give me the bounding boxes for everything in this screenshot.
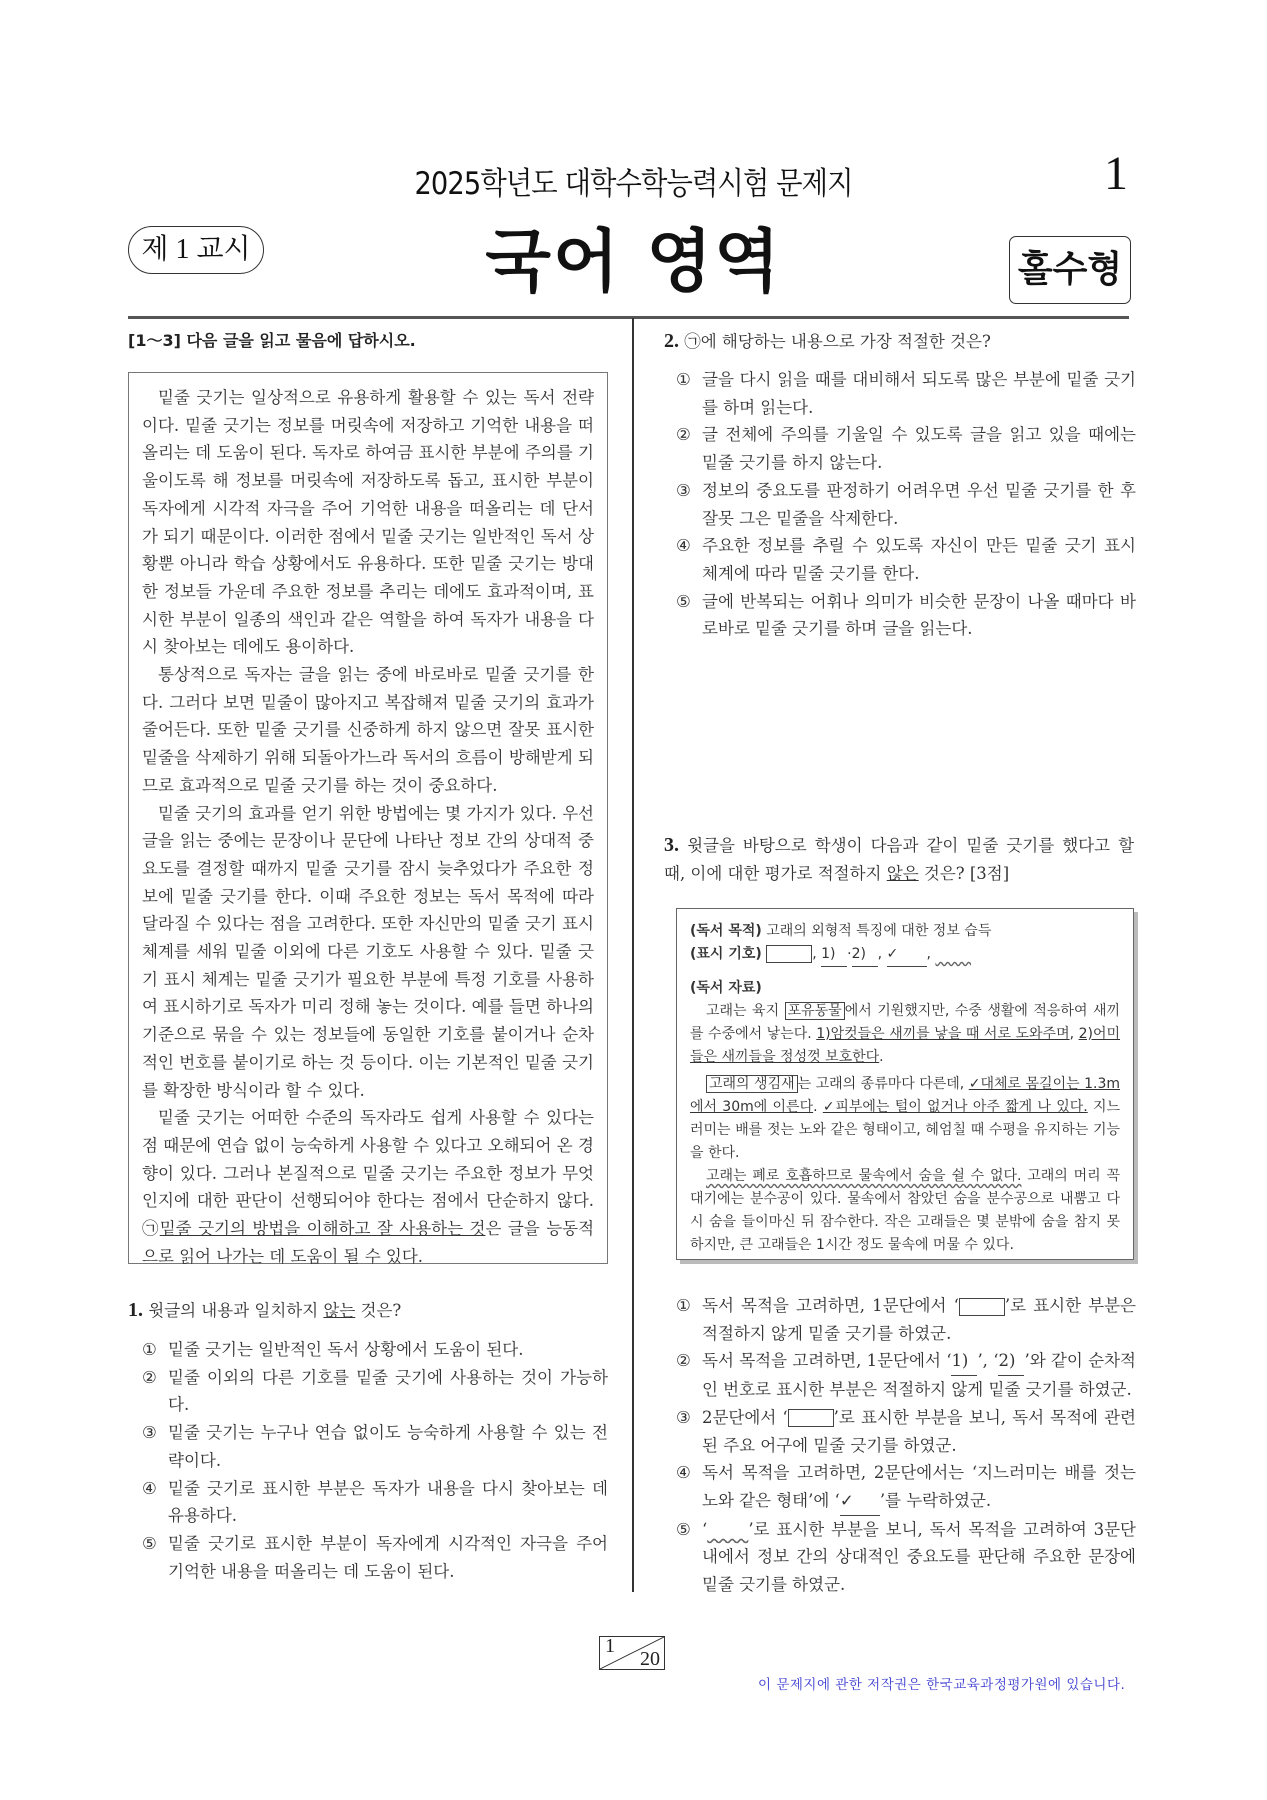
marker-giyeok: ㉠	[142, 1219, 160, 1239]
reading-purpose: (독서 목적) 고래의 외형적 특징에 대한 정보 습득	[690, 923, 992, 939]
material-paragraph-2: 고래의 생김새 는 고래의 종류마다 다른데, ✓대체로 몸길이는 1.3m에서 30m에 이른다. ✓피부에는 털이 없거나 아주 짧게 나 있다. 지느러미는 배를 젓는 노와 같은 형태이고, 헤엄칠 때 수평을 유지하는 기능을 한다.	[690, 1076, 1121, 1161]
answer-option-4[interactable]: ④ 주요한 정보를 추릴 수 있도록 자신이 만든 밑줄 긋기 표시 체계에 따라 밑줄 긋기를 한다.	[676, 536, 1136, 583]
answer-option-4[interactable]: ④ 독서 목적을 고려하면, 2문단에서는 ‘지느러미는 배를 젓는 노와 같은 형태’에 ‘✓ ’를 누락하였군.	[676, 1459, 1136, 1515]
column-divider	[632, 318, 634, 1592]
current-page: 1	[605, 1635, 615, 1657]
numbered-underline-symbol: 1)	[821, 943, 847, 967]
passage-paragraph: 밑줄 긋기는 어떠한 수준의 독자라도 쉽게 사용할 수 있다는 점 때문에 연습 없이 능숙하게 사용할 수 있다고 오해되어 온 경향이 있다. 그러나 본질적으로 밑줄 긋기는 주요한 정보가 무엇인지에 대한 판단이 선행되어야 한다는 점에서 단순하지 않다. ㉠밑줄 긋기의 방법을 이해하고 잘 사용하는 것은 글을 능동적으로 읽어 나가는 데 도움이 될 수 있다.	[142, 1108, 595, 1266]
marking-symbols: (표시 기호) , 1) ·2) , ✓ ,	[690, 943, 1120, 967]
total-pages: 20	[640, 1648, 660, 1670]
question-2-options	[676, 366, 1136, 643]
header-rule	[128, 316, 1129, 319]
question-2	[664, 328, 1134, 356]
answer-option-5[interactable]: ⑤ 밑줄 긋기로 표시한 부분이 독자에게 시각적인 자극을 주어 기억한 내용을 떠올리는 데 도움이 된다.	[142, 1533, 608, 1581]
material-label: (독서 자료)	[690, 980, 762, 996]
material-paragraph-1: 고래는 육지 포유동물 에서 기원했지만, 수중 생활에 적응하여 새끼를 수중에서 낳는다. 1)암컷들은 새끼를 낳을 때 서로 도와주며, 2)어미들은 새끼들을 정성껏 보호한다.	[690, 1003, 1120, 1065]
box-symbol-icon	[959, 1298, 1005, 1316]
box-symbol-icon	[766, 945, 812, 963]
answer-option-1[interactable]: ① 밑줄 긋기는 일반적인 독서 상황에서 도움이 된다.	[142, 1340, 524, 1359]
wavy-underline-symbol	[707, 1520, 748, 1539]
question-1-options	[142, 1336, 608, 1585]
underlined-target: 밑줄 긋기의 방법을 이해하고 잘 사용하는 것	[159, 1219, 486, 1239]
exam-type-badge: 홀수형	[1009, 236, 1131, 304]
question-number: 2.	[664, 330, 679, 352]
material-paragraph-3: 고래는 폐로 호흡하므로 물속에서 숨을 쉴 수 없다. 고래의 머리 꼭대기에는 분수공이 있다. 물속에서 참았던 숨을 분수공으로 내뿜고 다시 숨을 들이마신 뒤 잠수한다. 작은 고래들은 몇 분밖에 숨을 참지 못하지만, 큰 고래들은 1시간 정도 물속에 머물 수 있다.	[690, 1168, 1120, 1253]
answer-option-2[interactable]: ② 밑줄 이외의 다른 기호를 밑줄 긋기에 사용하는 것이 가능하다.	[142, 1367, 608, 1415]
question-stem: 윗글의 내용과 일치하지 않는 것은?	[148, 1301, 402, 1320]
answer-option-3[interactable]: ③ 밑줄 긋기는 누구나 연습 없이도 능숙하게 사용할 수 있는 전략이다.	[142, 1423, 608, 1470]
reading-passage	[142, 384, 594, 1271]
answer-option-2[interactable]: ② 독서 목적을 고려하면, 1문단에서 ‘1) ’, ‘2) ’와 같이 순차적인 번호로 표시한 부분은 적절하지 않게 밑줄 긋기를 하였군.	[676, 1347, 1136, 1403]
question-stem: 윗글을 바탕으로 학생이 다음과 같이 밑줄 긋기를 했다고 할 때, 이에 대한 평가로 적절하지 않은 것은? [3점]	[664, 836, 1135, 883]
answer-option-1[interactable]: ① 글을 다시 읽을 때를 대비해서 되도록 많은 부분에 밑줄 긋기를 하며 읽는다.	[676, 370, 1136, 417]
passage-paragraph: 통상적으로 독자는 글을 읽는 중에 바로바로 밑줄 긋기를 한다. 그러다 보면 밑줄이 많아지고 복잡해져 밑줄 긋기의 효과가 줄어든다. 또한 밑줄 긋기를 신중하게 하지 않으면 잘못 표시한 밑줄을 삭제하기 위해 되돌아가느라 독서의 흐름이 방해받게 되므로 효과적으로 밑줄 긋기를 하는 것이 중요하다.	[142, 665, 594, 795]
reading-material	[690, 920, 1120, 1257]
answer-option-2[interactable]: ② 글 전체에 주의를 기울일 수 있도록 글을 읽고 있을 때에는 밑줄 긋기를 하지 않는다.	[676, 425, 1136, 473]
box-symbol-icon	[788, 1409, 834, 1427]
instruction: [1～3] 다음 글을 읽고 물음에 답하시오.	[128, 331, 416, 350]
check-underline-symbol: ✓	[887, 943, 927, 967]
wavy-underline-symbol	[935, 946, 971, 962]
question-3-options	[676, 1292, 1136, 1599]
question-stem: ㉠에 해당하는 내용으로 가장 적절한 것은?	[684, 332, 991, 351]
page-indicator	[599, 1636, 665, 1670]
answer-option-3[interactable]: ③ 2문단에서 ‘ ’로 표시한 부분을 보니, 독서 목적에 관련된 주요 어구에 밑줄 긋기를 하였군.	[676, 1407, 1136, 1455]
question-3	[664, 832, 1134, 887]
answer-option-5[interactable]: ⑤ 글에 반복되는 어휘나 의미가 비슷한 문장이 나올 때마다 바로바로 밑줄 긋기를 하며 글을 읽는다.	[676, 591, 1136, 639]
question-1	[128, 1297, 608, 1325]
answer-option-4[interactable]: ④ 밑줄 긋기로 표시한 부분은 독자가 내용을 다시 찾아보는 데 유용하다.	[142, 1478, 608, 1526]
exam-title: 2025학년도 대학수학능력시험 문제지	[414, 166, 853, 202]
answer-option-1[interactable]: ① 독서 목적을 고려하면, 1문단에서 ‘ ’로 표시한 부분은 적절하지 않게 밑줄 긋기를 하였군.	[676, 1296, 1136, 1343]
passage-paragraph: 밑줄 긋기의 효과를 얻기 위한 방법에는 몇 가지가 있다. 우선 글을 읽는 중에는 문장이나 문단에 나타난 정보 간의 상대적 중요도를 결정할 때까지 밑줄 긋기를 잠시 늦추었다가 주요한 정보에 밑줄 긋기를 한다. 이때 주요한 정보는 독서 목적에 따라 달라질 수 있다는 점을 고려한다. 또한 자신만의 밑줄 긋기 표시 체계를 세워 밑줄 이외에 다른 기호도 사용할 수 있다. 밑줄 긋기 표시 체계는 밑줄 긋기가 필요한 부분에 특정 기호를 사용하여 표시하기로 독자가 미리 정해 놓는 것이다. 예를 들면 하나의 기준으로 묶을 수 있는 정보들에 동일한 기호를 붙이거나 순차적인 번호를 붙이기로 하는 것 등이다. 이는 기본적인 밑줄 긋기를 확장한 방식이라 할 수 있다.	[142, 803, 594, 1100]
answer-option-5[interactable]: ⑤ ‘ ’로 표시한 부분을 보니, 독서 목적을 고려하여 3문단 내에서 정보 간의 상대적인 중요도를 판단해 주요한 문장에 밑줄 긋기를 하였군.	[676, 1519, 1137, 1595]
copyright-notice: 이 문제지에 관한 저작권은 한국교육과정평가원에 있습니다.	[758, 1677, 1126, 1693]
numbered-underline-symbol: 2)	[852, 943, 878, 967]
answer-option-3[interactable]: ③ 정보의 중요도를 판정하기 어려우면 우선 밑줄 긋기를 한 후 잘못 그은 밑줄을 삭제한다.	[676, 480, 1136, 528]
question-number: 1.	[128, 1299, 143, 1321]
passage-paragraph: 밑줄 긋기는 일상적으로 유용하게 활용할 수 있는 독서 전략이다. 밑줄 긋기는 정보를 머릿속에 저장하고 기억한 내용을 떠올리는 데 도움이 된다. 독자로 하여금 표시한 부분에 주의를 기울이도록 해 정보를 머릿속에 저장하도록 돕고, 표시한 부분이 독자에게 시각적 자극을 주어 기억한 내용을 떠올리는 데 단서가 되기 때문이다. 이러한 점에서 밑줄 긋기는 일반적인 독서 상황뿐 아니라 학습 상황에서도 유용하다. 또한 밑줄 긋기는 방대한 정보들 가운데 주요한 정보를 추리는 데에도 효과적이며, 표시한 부분이 일종의 색인과 같은 역할을 하여 독자가 내용을 다시 찾아보는 데에도 용이하다.	[142, 388, 594, 657]
page-number: 1	[1104, 147, 1128, 200]
question-number: 3.	[664, 834, 679, 856]
period-badge: 제 1 교시	[128, 226, 264, 274]
subject-title: 국어 영역	[485, 223, 782, 302]
